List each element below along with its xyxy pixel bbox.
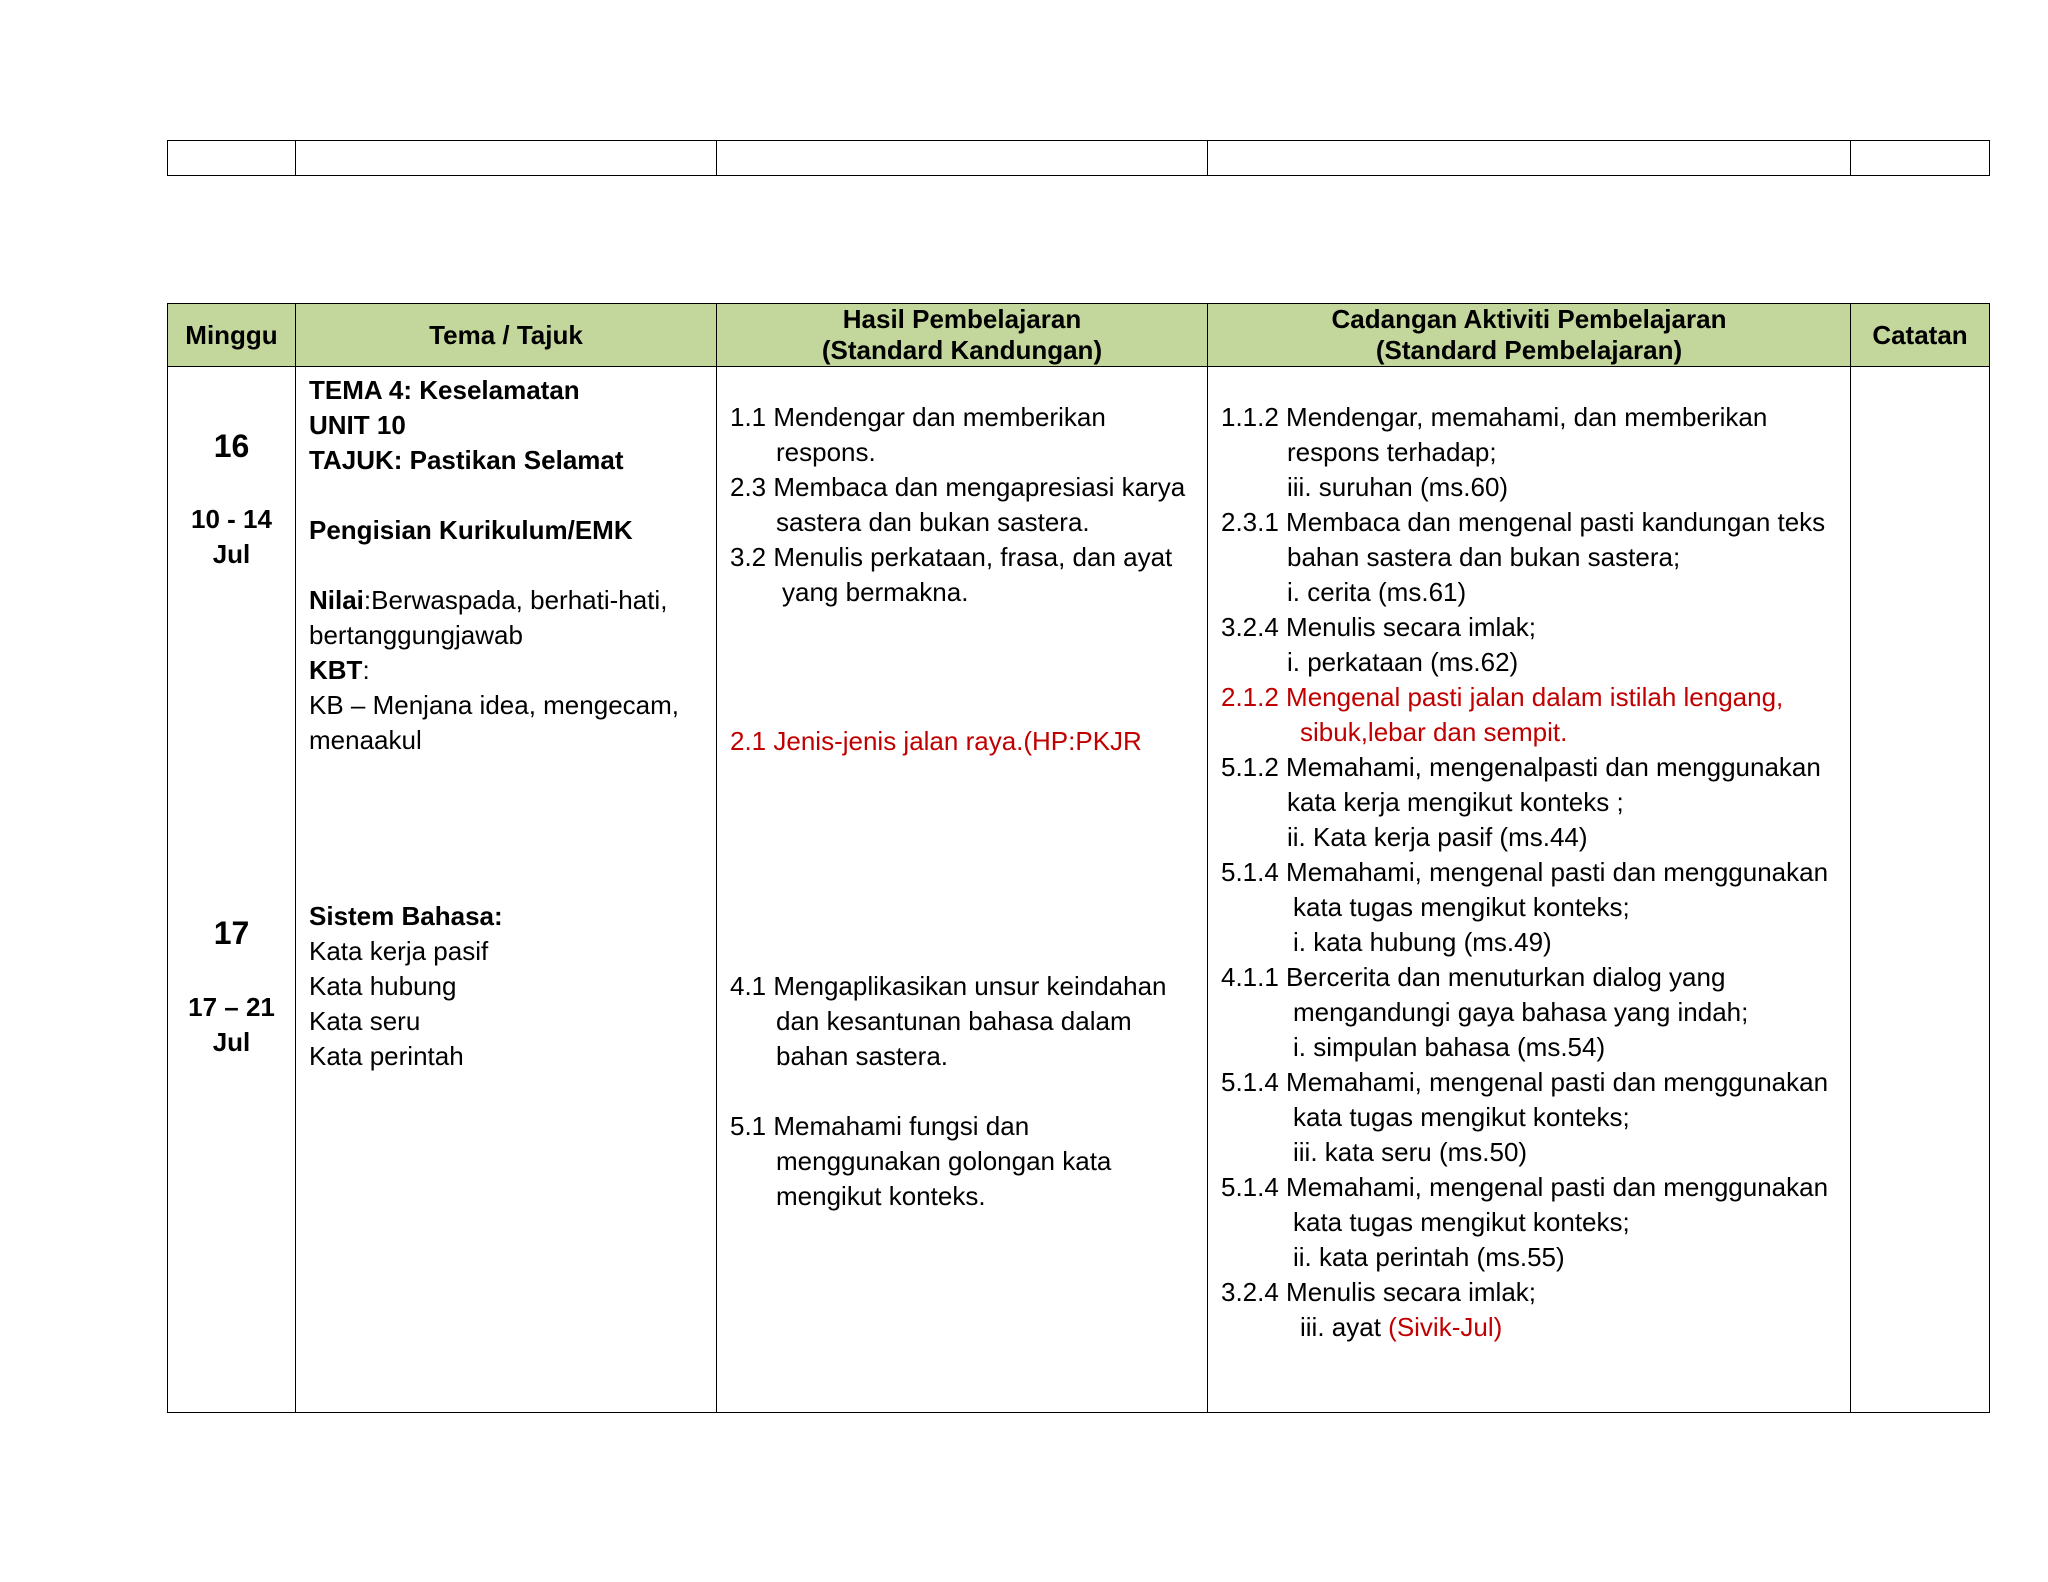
empty-top-table	[167, 140, 1990, 176]
hasil-line: 3.2 Menulis perkataan, frasa, dan ayat	[730, 542, 1173, 572]
cadangan-line: kata tugas mengikut konteks;	[1293, 1102, 1630, 1132]
cell-tema	[296, 367, 717, 1413]
hasil-line-highlight: 2.1 Jenis-jenis jalan raya.(HP:PKJR	[730, 726, 1142, 756]
empty-row	[168, 141, 1990, 176]
week-16-date-line2: Jul	[212, 539, 251, 569]
week-17-date-line1: 17 – 21	[188, 992, 275, 1022]
hasil-line: 2.3 Membaca dan mengapresiasi karya	[730, 472, 1186, 502]
header-minggu: Minggu	[168, 304, 296, 367]
cadangan-line: iii. suruhan (ms.60)	[1287, 472, 1509, 502]
kbt-line	[309, 653, 370, 688]
week-17-date-line2: Jul	[212, 1027, 251, 1057]
hasil-line: bahan sastera.	[776, 1041, 949, 1071]
cell-cadangan	[1208, 367, 1851, 1413]
cadangan-line-highlight: 2.1.2 Mengenal pasti jalan dalam istilah lengang,	[1221, 682, 1784, 712]
cadangan-line: 5.1.4 Memahami, mengenal pasti dan menggunakan	[1221, 1067, 1829, 1097]
cadangan-line: kata tugas mengikut konteks;	[1293, 892, 1630, 922]
kbt-label: KBT	[309, 655, 363, 685]
cadangan-line: 5.1.4 Memahami, mengenal pasti dan menggunakan	[1221, 857, 1829, 887]
cadangan-line: bahan sastera dan bukan sastera;	[1287, 542, 1681, 572]
hasil-line: 5.1 Memahami fungsi dan	[730, 1111, 1030, 1141]
cadangan-line: 3.2.4 Menulis secara imlak;	[1221, 1277, 1537, 1307]
lesson-plan-table	[167, 303, 1990, 1413]
hasil-line: sastera dan bukan sastera.	[776, 507, 1090, 537]
cadangan-line: iii. kata seru (ms.50)	[1293, 1137, 1528, 1167]
header-cadangan	[1208, 304, 1851, 367]
hasil-line: mengikut konteks.	[776, 1181, 986, 1211]
header-catatan: Catatan	[1851, 304, 1990, 367]
empty-cell	[296, 141, 717, 176]
nilai-label: Nilai	[309, 585, 364, 615]
kbt-colon: :	[362, 655, 370, 685]
pengisian-label: Pengisian Kurikulum/EMK	[309, 515, 633, 545]
cadangan-line-highlight: sibuk,lebar dan sempit.	[1300, 717, 1568, 747]
week-16-date-line1: 10 - 14	[191, 504, 272, 534]
nilai-value: :Berwaspada, berhati-hati,	[363, 585, 668, 615]
hasil-line: dan kesantunan bahasa dalam	[776, 1006, 1132, 1036]
cadangan-line: 5.1.2 Memahami, mengenalpasti dan menggunakan	[1221, 752, 1821, 782]
cell-hasil	[717, 367, 1208, 1413]
cadangan-line: 1.1.2 Mendengar, memahami, dan memberikan	[1221, 402, 1768, 432]
empty-cell	[168, 141, 296, 176]
cadangan-line-ayat	[1300, 1310, 1502, 1345]
cell-minggu	[168, 367, 296, 1413]
cadangan-line: respons terhadap;	[1287, 437, 1497, 467]
cadangan-line: mengandungi gaya bahasa yang indah;	[1293, 997, 1749, 1027]
cadangan-line: kata kerja mengikut konteks ;	[1287, 787, 1624, 817]
cadangan-line: i. simpulan bahasa (ms.54)	[1293, 1032, 1606, 1062]
cadangan-line: ii. Kata kerja pasif (ms.44)	[1287, 822, 1588, 852]
cadangan-line: 3.2.4 Menulis secara imlak;	[1221, 612, 1537, 642]
kb-line2: menaakul	[309, 725, 422, 755]
week-16-number: 16	[213, 428, 250, 464]
content-row	[168, 367, 1990, 1413]
header-row	[168, 304, 1990, 367]
nilai-cont: bertanggungjawab	[309, 620, 523, 650]
sistem-item: Kata kerja pasif	[309, 936, 489, 966]
unit-label: UNIT 10	[309, 410, 406, 440]
hasil-line: yang bermakna.	[782, 577, 969, 607]
cadangan-line: ii. kata perintah (ms.55)	[1293, 1242, 1565, 1272]
sistem-item: Kata hubung	[309, 971, 457, 1001]
ayat-text: iii. ayat	[1300, 1312, 1389, 1342]
sistem-item: Kata seru	[309, 1006, 421, 1036]
kb-line1: KB – Menjana idea, mengecam,	[309, 690, 679, 720]
hasil-line: menggunakan golongan kata	[776, 1146, 1112, 1176]
header-tema: Tema / Tajuk	[296, 304, 717, 367]
cadangan-line: 4.1.1 Bercerita dan menuturkan dialog yang	[1221, 962, 1726, 992]
week-17-number: 17	[213, 915, 250, 951]
tema-title: TEMA 4: Keselamatan	[309, 375, 580, 405]
hasil-line: 4.1 Mengaplikasikan unsur keindahan	[730, 971, 1167, 1001]
hasil-line: respons.	[776, 437, 876, 467]
cadangan-line: i. perkataan (ms.62)	[1287, 647, 1519, 677]
tajuk-label: TAJUK: Pastikan Selamat	[309, 445, 624, 475]
cadangan-line: i. kata hubung (ms.49)	[1293, 927, 1552, 957]
header-hasil-line1: Hasil Pembelajaran	[842, 304, 1082, 334]
header-cadangan-line2: (Standard Pembelajaran)	[1375, 335, 1683, 365]
empty-cell	[1208, 141, 1851, 176]
hasil-line: 1.1 Mendengar dan memberikan	[730, 402, 1106, 432]
sivik-note: (Sivik-Jul)	[1388, 1312, 1503, 1342]
cell-catatan	[1851, 367, 1990, 1413]
cadangan-line: 5.1.4 Memahami, mengenal pasti dan menggunakan	[1221, 1172, 1829, 1202]
sistem-bahasa-label: Sistem Bahasa:	[309, 901, 503, 931]
cadangan-line: 2.3.1 Membaca dan mengenal pasti kandungan teks	[1221, 507, 1826, 537]
empty-cell	[717, 141, 1208, 176]
header-hasil-line2: (Standard Kandungan)	[821, 335, 1103, 365]
empty-cell	[1851, 141, 1990, 176]
nilai-line	[309, 583, 667, 618]
sistem-item: Kata perintah	[309, 1041, 464, 1071]
header-hasil	[717, 304, 1208, 367]
cadangan-line: kata tugas mengikut konteks;	[1293, 1207, 1630, 1237]
header-cadangan-line1: Cadangan Aktiviti Pembelajaran	[1331, 304, 1727, 334]
cadangan-line: i. cerita (ms.61)	[1287, 577, 1467, 607]
